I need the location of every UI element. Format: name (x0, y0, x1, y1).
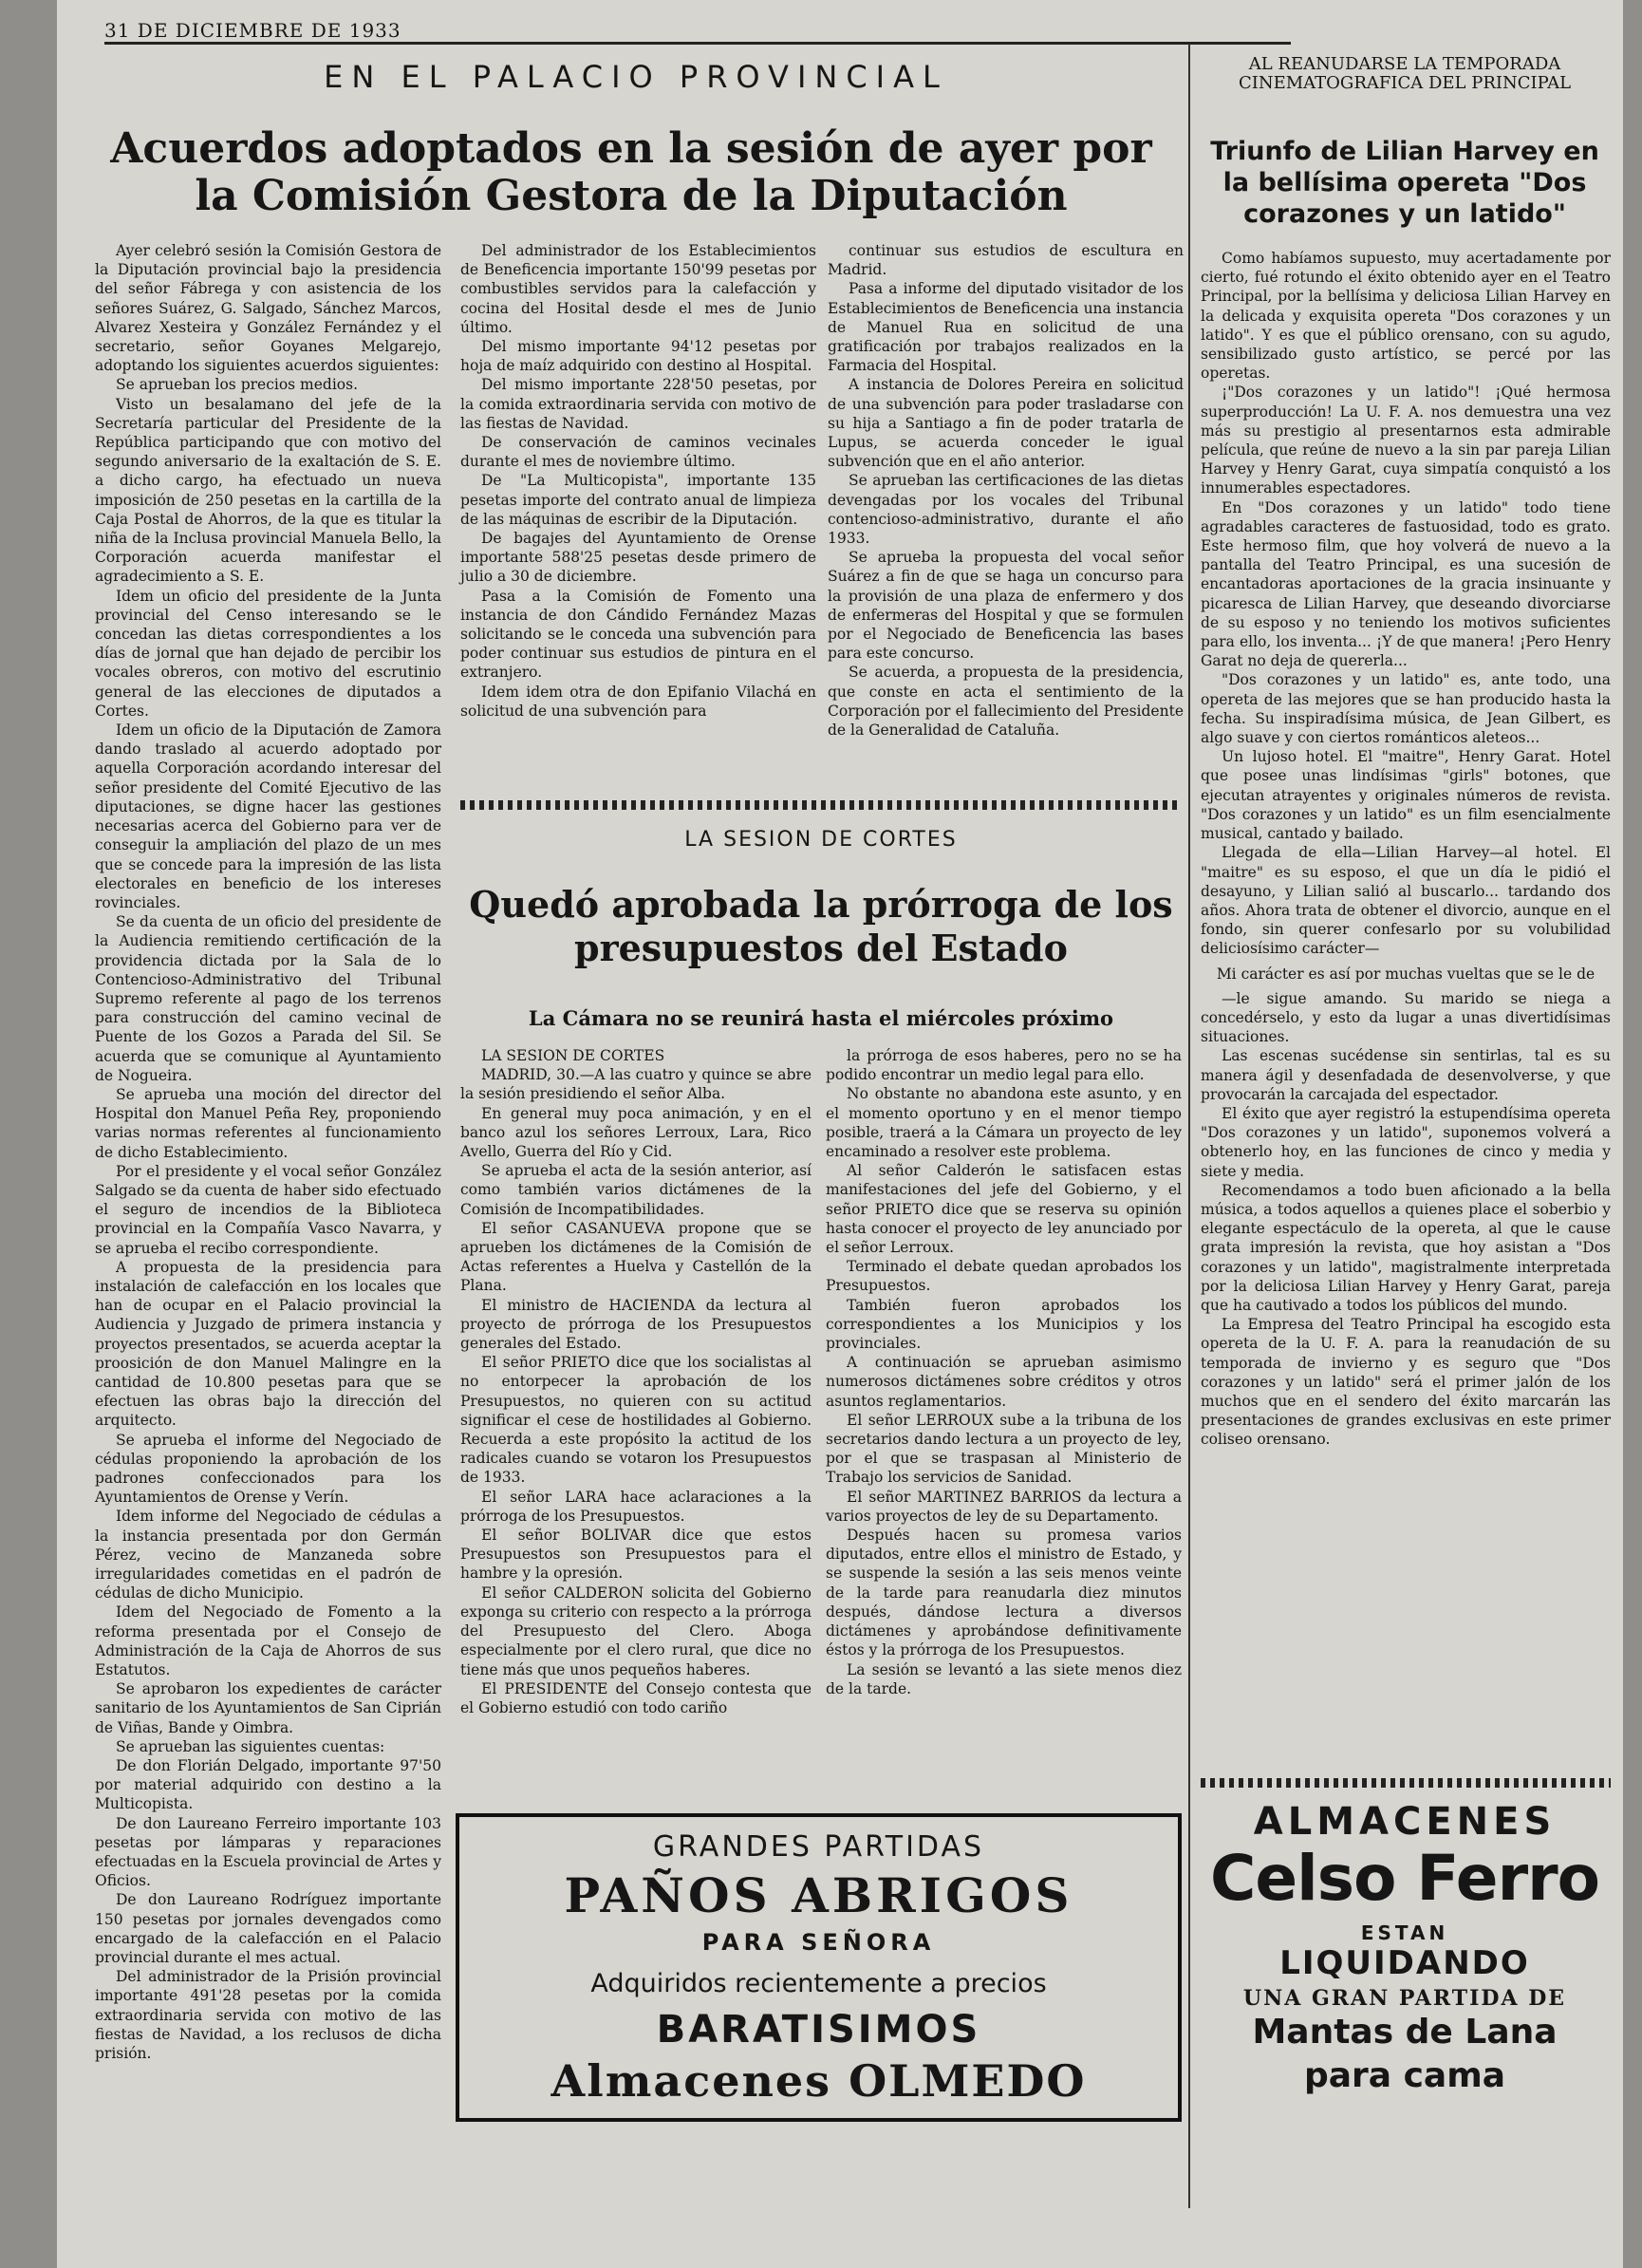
dotted-separator (460, 800, 1182, 810)
paragraph: Pasa a informe del diputado visitador de los Establecimientos de Beneficencia una instancia de Manuel Rua en solicitud de una gratificación por trabajos realizados en la Farmacia del Hospital. (828, 280, 1184, 375)
ad-line: ESTAN (1360, 1921, 1449, 1944)
paragraph: El señor MARTINEZ BARRIOS da lectura a varios proyectos de ley de su Departamento. (826, 1488, 1182, 1525)
ad-line: BARATISIMOS (656, 2008, 981, 2052)
ad-line: ALMACENES (1253, 1800, 1557, 1844)
ad-line: UNA GRAN PARTIDA DE (1242, 1986, 1567, 2011)
paragraph: De bagajes del Ayuntamiento de Orense importante 588'25 pesetas desde primero de julio a 30 de diciembre. (460, 530, 816, 586)
ad-line: PAÑOS ABRIGOS (564, 1867, 1073, 1923)
main-headline: Acuerdos adoptados en la sesión de ayer por la Comisión Gestora de la Diputación (110, 124, 1152, 220)
paragraph: MADRID, 30.—A las cuatro y quince se abre la sesión presidiendo el señor Alba. (460, 1066, 812, 1103)
ad-line: Celso Ferro (1209, 1842, 1600, 1915)
song-verse: Mi carácter es así por muchas vueltas que se le de (1216, 965, 1595, 983)
paragraph: De don Laureano Rodríguez importante 150 pesetas por jornales devengados como encargado de la calefacción en el Palacio provincial durante el mes actual. (95, 1891, 441, 1967)
paragraph: Del administrador de la Prisión provincial importante 491'28 pesetas por la comida extraordinaria servida con motivo de las fiestas de Navidad, a los reclusos de dicha prisión. (95, 1968, 441, 2063)
cortes-headline: Quedó aprobada la prórroga de los presupuestos del Estado (469, 883, 1173, 969)
dotted-separator (1201, 1778, 1611, 1788)
paragraph: Se aprueba una moción del director del Hospital don Manuel Peña Rey, proponiendo varias normas referentes al funcionamiento de dicho Establecimiento. (95, 1085, 441, 1161)
diputacion-column-2 (460, 241, 816, 721)
paragraph: Un lujoso hotel. El "maitre", Henry Garat. Hotel que posee unas lindísimas "girls" botones, que ejecutan atrayentes y originales números de revista. "Dos corazones y un latido" es un film esencialmente musical, cantado y bailado. (1201, 748, 1611, 843)
paragraph: La sesión se levantó a las siete menos diez de la tarde. (826, 1660, 1182, 1697)
paragraph: Se aprueba el informe del Negociado de cédulas proponiendo la aprobación de los padrones confeccionados para los Ayuntamientos de Orense y Verín. (95, 1431, 441, 1507)
paragraph: A propuesta de la presidencia para instalación de calefacción en los locales que han de ocupar en el Palacio provincial la Audiencia y Juzgado de primera instancia y proyectos presentados, se acuerda aceptar la proosición de don Manuel Malingre en la cantidad de 10.800 pesetas para que se efectuen las obras bajo la dirección del arquitecto. (95, 1258, 441, 1430)
paragraph: El PRESIDENTE del Consejo contesta que el Gobierno estudió con todo cariño (460, 1679, 812, 1716)
diputacion-column-1 (95, 241, 441, 2063)
paragraph: En "Dos corazones y un latido" todo tiene agradables caracteres de fastuosidad, todo es grato. Este hermoso film, que hoy volverá de nuevo a la pantalla del Teatro Principal, es una sucesión de encantadoras aportaciones de la gracia insinuante y picaresca de Lilian Harvey, que deseando divorciarse de su esposo y no teniendo los motivos suficientes para ello, los inventa... ¡Y de que manera! ¡Pero Henry Garat no deja de quererla... (1201, 498, 1611, 670)
paragraph: Del mismo importante 94'12 pesetas por hoja de maíz adquirido con destino al Hospital. (460, 338, 816, 375)
cine-column (1201, 249, 1611, 1450)
ad-line: Mantas de Lana (1252, 2013, 1558, 2052)
ad-celso-ferro (1196, 1794, 1614, 2108)
paragraph: El ministro de HACIENDA da lectura al proyecto de prórroga de los Presupuestos generales del Estado. (460, 1296, 812, 1353)
paragraph: De conservación de caminos vecinales durante el mes de noviembre último. (460, 434, 816, 471)
paragraph: —le sigue amando. Su marido se niega a concedérselo, y esto da lugar a unas divertidísimas situaciones. (1201, 989, 1611, 1046)
cortes-column-1 (460, 1046, 812, 1717)
diputacion-column-3 (828, 241, 1184, 740)
paragraph: Se aprobaron los expedientes de carácter sanitario de los Ayuntamientos de San Ciprián de Viñas, Bande y Oimbra. (95, 1680, 441, 1736)
column-divider (1188, 44, 1190, 2208)
paragraph: Se aprueba el acta de la sesión anterior, así como también varios dictámenes de la Comisión de Incompatibilidades. (460, 1162, 812, 1218)
paragraph: Terminado el debate quedan aprobados los Presupuestos. (826, 1258, 1182, 1295)
paragraph: El señor CALDERON solicita del Gobierno exponga su criterio con respecto a la prórroga del Presupuesto del Clero. Aboga especialmente por el clero rural, que dice no tiene más que unos pequeños haberes. (460, 1584, 812, 1678)
section-heading: EN EL PALACIO PROVINCIAL (324, 59, 948, 95)
ad-line: para cama (1303, 2056, 1506, 2095)
ad-almacenes-olmedo (456, 1813, 1182, 2122)
newspaper-page (57, 0, 1623, 2268)
paragraph: Recomendamos a todo buen aficionado a la bella música, a todos aquellos a quienes place el soberbio y elegante espectáculo de la opereta, al que le cause grata impresión la revista, que hoy asistan a "Dos corazones y un latido", magistralmente interpretada por la deliciosa Lilian Harvey y Henry Garat, pareja que ha cautivado a todos los públicos del mundo. (1201, 1181, 1611, 1314)
paragraph: Visto un besalamano del jefe de la Secretaría particular del Presidente de la República participando que con motivo del segundo aniversario de la exaltación de S. E. a dicho cargo, ha efectuado un nueva imposición de 250 pesetas en la cartilla de la Caja Postal de Ahorros, de la que es titular la niña de la Inclusa provincial Manuela Bello, la Corporación acuerda manifestar el agradecimiento a S. E. (95, 395, 441, 586)
paragraph: La Empresa del Teatro Principal ha escogido esta opereta de la U. F. A. para la reanudación de su temporada de invierno y es seguro que "Dos corazones y un latido" será el primer jalón de los muchos que en el sendero del éxito marcarán las presentaciones de grandes exclusivas en este primer coliseo orensano. (1201, 1316, 1611, 1449)
cortes-kicker: LA SESION DE CORTES (684, 828, 958, 852)
ad-line: PARA SEÑORA (701, 1929, 936, 1956)
paragraph: Se aprueban las certificaciones de las dietas devengadas por los vocales del Tribunal contencioso-administrativo, durante el año 1933. (828, 472, 1184, 548)
paragraph: Pasa a la Comisión de Fomento una instancia de don Cándido Fernández Mazas solicitando se le conceda una subvención para poder continuar sus estudios de pintura en el extranjero. (460, 587, 816, 682)
paragraph: Idem un oficio del presidente de la Junta provincial del Censo interesando se le concedan las dietas correspondientes a los días de jornal que han dejado de percibir los vocales obreros, con motivo del escrutinio general de las elecciones de diputados a Cortes. (95, 587, 441, 720)
paragraph: El señor LARA hace aclaraciones a la prórroga de los Presupuestos. (460, 1488, 812, 1525)
paragraph: De "La Multicopista", importante 135 pesetas importe del contrato anual de limpieza de las máquinas de escribir de la Diputación. (460, 472, 816, 528)
paragraph: Del mismo importante 228'50 pesetas, por la comida extraordinaria servida con motivo de las fiestas de Navidad. (460, 376, 816, 432)
paragraph: Se aprueban los precios medios. (116, 376, 359, 394)
ad-line: Adquiridos recientemente a precios (590, 1969, 1047, 1998)
paragraph: Se da cuenta de un oficio del presidente de la Audiencia remitiendo certificación de la providencia dictada por la Sala de lo Contencioso-Administrativo del Tribunal Supremo referente al pago de los terrenos para construcción del camino vecinal de Puente de los Gozos a Parada del Sil. Se acuerda que se comunique al Ayuntamiento de Nogueira. (95, 913, 441, 1084)
paragraph: continuar sus estudios de escultura en Madrid. (828, 242, 1184, 279)
paragraph: No obstante no abandona este asunto, y en el momento oportuno y en el menor tiempo posible, traerá a la Cámara un proyecto de ley encaminado a resolver este problema. (826, 1085, 1182, 1161)
paragraph: Se acuerda, a propuesta de la presidencia, que conste en acta el sentimiento de la Corporación por el fallecimiento del Presidente de la Generalidad de Cataluña. (828, 664, 1184, 740)
header-rule (104, 42, 1291, 45)
paragraph: Del administrador de los Establecimientos de Beneficencia importante 150'99 pesetas por combustibles servidos para la calefacción y cocina del Hosital desde el mes de Junio último. (460, 242, 816, 336)
paragraph: También fueron aprobados los correspondientes a los Municipios y los provinciales. (826, 1296, 1182, 1353)
paragraph: Al señor Calderón le satisfacen estas manifestaciones del jefe del Gobierno, y el señor PRIETO dice que se reserva su opinión hasta conocer el proyecto de ley anunciado por el señor Lerroux. (826, 1162, 1182, 1257)
paragraph: De don Laureano Ferreiro importante 103 pesetas por lámparas y reparaciones efectuadas en la Escuela provincial de Artes y Oficios. (95, 1814, 441, 1890)
paragraph: Idem idem otra de don Epifanio Vilachá en solicitud de una subvención para (460, 683, 816, 720)
paragraph: A instancia de Dolores Pereira en solicitud de una subvención para poder trasladarse con su hija a Santiago a fin de poder tratarla de Lupus, se acuerda conceder le igual subvención que en el año anterior. (828, 376, 1184, 471)
ad-line: Almacenes OLMEDO (550, 2055, 1087, 2107)
ad-line: GRANDES PARTIDAS (652, 1830, 985, 1864)
paragraph: En general muy poca animación, y en el banco azul los señores Lerroux, Lara, Rico Avello, Guerra del Río y Cid. (460, 1104, 812, 1161)
paragraph: El señor BOLIVAR dice que estos Presupuestos son Presupuestos para el hambre y la opresión. (460, 1527, 812, 1583)
cine-headline: Triunfo de Lilian Harvey en la bellísima opereta "Dos corazones y un latido" (1210, 137, 1599, 229)
paragraph: Idem del Negociado de Fomento a la reforma presentada por el Consejo de Administración de la Caja de Ahorros de sus Estatutos. (95, 1603, 441, 1679)
ad-line: LIQUIDANDO (1279, 1944, 1530, 1982)
paragraph: Idem informe del Negociado de cédulas a la instancia presentada por don Germán Pérez, vecino de Manzaneda sobre irregularidades cometidas en el padrón de cédulas de dicho Municipio. (95, 1508, 441, 1603)
paragraph: El señor LERROUX sube a la tribuna de los secretarios dando lectura a un proyecto de ley, por el que se traspasan al Ministerio de Trabajo los servicios de Sanidad. (826, 1411, 1182, 1487)
paragraph: De don Florián Delgado, importante 97'50 por material adquirido con destino a la Multicopista. (95, 1757, 441, 1813)
cortes-column-2 (826, 1046, 1182, 1698)
paragraph: El señor CASANUEVA propone que se aprueben los dictámenes de la Comisión de Actas referentes a Huelva y Castellón de la Plana. (460, 1219, 812, 1295)
paragraph: El éxito que ayer registró la estupendísima opereta "Dos corazones y un latido", suponemos volverá a obtenerlo hoy, en las funciones de cinco y media y siete y media. (1201, 1104, 1611, 1180)
paragraph: ¡"Dos corazones y un latido"! ¡Qué hermosa superproducción! La U. F. A. nos demuestra una vez más su prestigio al presentarnos esta admirable película, que reúne de nuevo a la sin par pareja Lilian Harvey y Henry Garat, cuya simpatía conquistó a los innumerables espectadores. (1201, 384, 1611, 497)
paragraph: Después hacen su promesa varios diputados, entre ellos el ministro de Estado, y se suspende la sesión a las seis menos veinte de la tarde para reanudarla diez minutos después, dándose lectura a diversos dictámenes y aprobándose definitivamente éstos y la prórroga de los Presupuestos. (826, 1527, 1182, 1659)
paragraph: A continuación se aprueban asimismo numerosos dictámenes sobre créditos y otros asuntos reglamentarios. (826, 1354, 1182, 1410)
paragraph: Se aprueban las siguientes cuentas: (116, 1737, 385, 1755)
running-head: 31 DE DICIEMBRE DE 1933 (104, 19, 401, 42)
paragraph: Las escenas sucédense sin sentirlas, tal es su manera ágil y desenfadada de desenvolverse, y que provocarán la carcajada del espectador. (1201, 1047, 1611, 1103)
paragraph: LA SESION DE CORTES (481, 1047, 665, 1064)
cine-kicker: AL REANUDARSE LA TEMPORADA CINEMATOGRAFICA DEL PRINCIPAL (1238, 54, 1572, 93)
paragraph: Llegada de ella—Lilian Harvey—al hotel. El "maitre" es su esposo, el que un día le pidió el desayuno, y Lilian salió al buscarlo... tardando dos años. Ahora trata de obtener el divorcio, aunque en el fondo, sin querer confesarlo por su volubilidad deliciosísimo carácter— (1201, 844, 1611, 958)
paragraph: El señor PRIETO dice que los socialistas al no entorpecer la aprobación de los Presupuestos, no quieren con su actitud significar el cese de hostilidades al Gobierno. Recuerda a este propósito la actitud de los radicales cuando se votaron los Presupuestos de 1933. (460, 1354, 812, 1487)
paragraph: Ayer celebró sesión la Comisión Gestora de la Diputación provincial bajo la presidencia del señor Fábrega y con asistencia de los señores Suárez, G. Salgado, Sánchez Marcos, Alvarez Xesteira y González Fernández y el secretario, señor Goyanes Melgarejo, adoptando los siguientes acuerdos siguientes: (95, 242, 441, 375)
paragraph: Por el presidente y el vocal señor González Salgado se da cuenta de haber sido efectuado el seguro de incendios de la Biblioteca provincial en la Compañía Vasco Navarra, y se aprueba el recibo correspondiente. (95, 1162, 441, 1257)
cortes-subhead: La Cámara no se reunirá hasta el miércoles próximo (528, 1006, 1114, 1030)
paragraph: Idem un oficio de la Diputación de Zamora dando traslado al acuerdo adoptado por aquella Corporación acordando interesar del señor presidente del Comité Ejecutivo de las diputaciones, se digne hacer las gestiones necesarias acerca del Gobierno para ver de conseguir la ampliación del plazo de un mes que se concede para la impresión de las lista electorales en beneficio de los intereses rovinciales. (95, 722, 441, 911)
paragraph: Se aprueba la propuesta del vocal señor Suárez a fin de que se haga un concurso para la provisión de una plaza de enfermero y dos de enfermeras del Hospital y que se formulen por el Negociado de Beneficencia las bases para este concurso. (828, 549, 1184, 663)
paragraph: Como habíamos supuesto, muy acertadamente por cierto, fué rotundo el éxito obtenido ayer en el Teatro Principal, por la bellísima y deliciosa Lilian Harvey en la delicada y exquisita opereta "Dos corazones y un latido". Y es que el público orensano, con su agudo, sensibilizado gusto artístico, se percé por las operetas. (1201, 250, 1611, 383)
paragraph: "Dos corazones y un latido" es, ante todo, una opereta de las mejores que se han producido hasta la fecha. Su inspiradísima música, de Jean Gilbert, es algo suave y con ciertos románticos aleteos... (1201, 671, 1611, 747)
paragraph: la prórroga de esos haberes, pero no se ha podido encontrar un medio legal para ello. (826, 1047, 1182, 1084)
